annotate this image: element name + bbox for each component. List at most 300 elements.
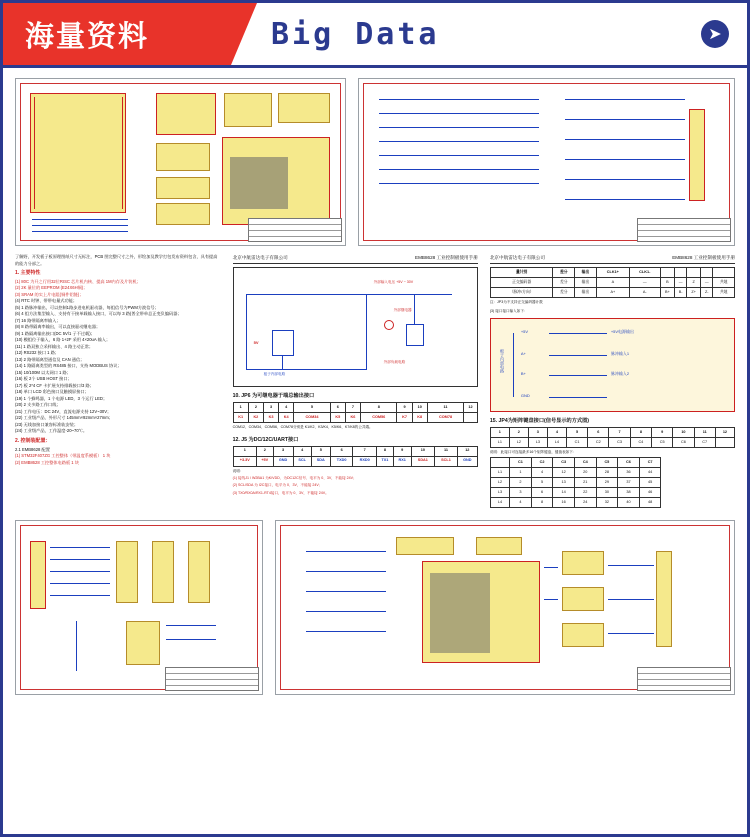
table-cell: SCL1	[435, 456, 458, 466]
wire	[366, 294, 452, 295]
wire	[544, 567, 558, 568]
wire	[544, 599, 558, 600]
table-cell: 1	[233, 446, 256, 456]
wire	[306, 591, 386, 592]
wire	[50, 571, 110, 572]
table-cell: CLK1+	[596, 268, 629, 278]
text-row	[15, 254, 735, 508]
table-cell: C2	[588, 437, 609, 447]
feature-item: (23) 无线加接口兼容标准轨安装；	[15, 421, 79, 427]
table-cell: 10	[673, 427, 694, 437]
config-item: (2) EMB8628 工控整体电路板 1 块	[15, 459, 79, 465]
module-block	[156, 177, 210, 199]
arrow-line	[549, 375, 607, 376]
table-cell: 输出	[575, 278, 597, 288]
table-cell: 20	[574, 468, 596, 478]
table-cell: 1	[233, 403, 248, 413]
table-cell: COM78	[427, 413, 463, 423]
table-cell: 差分	[553, 288, 575, 298]
wire	[306, 631, 386, 632]
table-cell: 4	[547, 427, 566, 437]
table-cell: L4	[547, 437, 566, 447]
wire	[379, 113, 539, 114]
table-cell: 2	[256, 446, 273, 456]
wire	[306, 551, 386, 552]
keyboard-pin-table	[490, 427, 735, 448]
wire	[565, 139, 685, 140]
table-cell: C5	[596, 458, 618, 468]
bus-line	[32, 231, 128, 232]
table-row	[490, 288, 734, 298]
table-cell: —	[675, 278, 687, 288]
table-cell: —	[701, 278, 713, 288]
table-cell: 46	[639, 488, 661, 498]
table-cell: 8	[377, 446, 394, 456]
table-cell	[713, 268, 735, 278]
table-row	[233, 446, 477, 456]
table-cell: 24	[574, 498, 596, 508]
table-cell: 输出	[575, 288, 597, 298]
table-cell: C3	[553, 458, 575, 468]
table-cell: GND	[457, 456, 477, 466]
table-cell: B+	[660, 288, 674, 298]
table-cell: +3.3V	[233, 456, 256, 466]
opto-block	[116, 541, 138, 603]
wire	[608, 599, 654, 600]
note-item: (2) SCL/SDA 为 I2C接口，电平为 0、3V，不能接 24V；	[232, 483, 323, 488]
module-block	[562, 587, 604, 611]
table-cell: 2	[248, 403, 263, 413]
feature-item: (21) 工作电压：DC 24V，直流电源支持 12V~30V；	[15, 408, 112, 414]
table-cell: 14	[553, 488, 575, 498]
table-cell: 11	[427, 403, 463, 413]
keyboard-column	[490, 254, 735, 508]
wire	[379, 169, 539, 170]
table-cell: 3	[273, 446, 293, 456]
table-cell: K6	[345, 413, 360, 423]
feature-item: (11) 1 路双独立采样输出、4 路主动正常；	[15, 343, 94, 349]
schematic-frame	[20, 525, 258, 690]
table-cell: 32	[596, 498, 618, 508]
banner-red-tab	[3, 3, 231, 65]
table-cell: 差分	[553, 268, 575, 278]
wire	[306, 571, 386, 572]
encoder-interface-figure	[490, 318, 735, 412]
notes-title: 说明：	[232, 468, 244, 473]
opto-block	[152, 541, 174, 603]
wire	[50, 595, 110, 596]
relay-figure	[233, 267, 478, 387]
table-cell: 2	[510, 478, 532, 488]
uart-table-title: 12. J5 为DC/12C/UART接口	[232, 436, 299, 443]
module-outline	[156, 93, 216, 135]
feature-item: (15) 10/100M 以太网口 1 路；	[15, 369, 71, 375]
wire	[414, 294, 415, 324]
config-item: (1) STM32F407ZG 工控整体（带温度系模板） 1 块	[15, 453, 111, 458]
diagram-label-5v: +5V	[520, 328, 529, 334]
bus-line	[32, 225, 128, 226]
table-cell	[660, 268, 674, 278]
table-cell: 6	[588, 427, 609, 437]
feature-item: (2) 2K 量位的 EEPROM (E24X6H铜)；	[15, 285, 88, 291]
table-cell: 12	[457, 446, 477, 456]
table-cell: SDA1	[411, 456, 435, 466]
table-cell: 5	[531, 478, 553, 488]
wire	[379, 183, 539, 184]
bus-line	[32, 219, 128, 220]
table-cell: K5	[330, 413, 345, 423]
wire	[379, 99, 539, 100]
table-cell: K4	[279, 413, 294, 423]
table-cell: 正交编码器	[490, 278, 553, 288]
company-name: 北京中航雷达电子有限公司	[489, 255, 545, 260]
table-cell: L3	[490, 488, 509, 498]
table-cell: L2	[490, 478, 509, 488]
table-cell: B-	[675, 288, 687, 298]
feature-item: (17) 板 2*4 CF 卡扩展支持排载接口/3 路；	[15, 382, 94, 388]
module-block	[156, 143, 210, 171]
table-cell: 10	[412, 403, 427, 413]
table-cell: C4	[574, 458, 596, 468]
encoder-note: 注：JP3为不支持正交编码器计数	[489, 300, 543, 305]
table-cell	[701, 268, 713, 278]
product-name: EMB8628 工业控制板使用手册	[672, 255, 736, 260]
module-block	[562, 623, 604, 647]
wire	[246, 294, 366, 295]
table-cell: 6	[330, 403, 345, 413]
table-cell: 9	[393, 446, 411, 456]
table-cell: 11	[435, 446, 458, 456]
module-block	[396, 537, 454, 555]
diode-icon	[384, 320, 394, 330]
wire	[608, 565, 654, 566]
product-name: EMB8628 工业控制板使用手册	[415, 255, 478, 260]
table-cell: 7	[609, 427, 630, 437]
table-cell: 4	[510, 498, 532, 508]
table-cell: C5	[652, 437, 673, 447]
table-cell: C1	[566, 437, 587, 447]
feature-item: (13) 2 路带隔离型通信及 CAN 通信；	[15, 356, 85, 362]
table-cell: 37	[618, 478, 640, 488]
table-row	[490, 268, 734, 278]
relay-column	[233, 254, 478, 508]
table-cell: 共地	[713, 278, 735, 288]
table-cell: 8	[361, 403, 397, 413]
intro-paragraph: 了解野，开发板子板原理图纸尺寸无标注，PCB 图完整尺寸之外，形绘加及教学打包发布资料包含，具有提高的能力分部之。	[15, 254, 218, 266]
schematic-top-right	[358, 78, 735, 246]
title-block	[637, 667, 731, 691]
table-row	[490, 498, 661, 508]
transistor-label: 5V	[253, 340, 259, 346]
table-cell: 7	[345, 403, 360, 413]
table-cell: C7	[639, 458, 661, 468]
table-cell	[715, 437, 734, 447]
table-cell: 3	[510, 488, 532, 498]
table-cell: L1	[490, 437, 509, 447]
feature-item: (5) 1 路脉冲输出，可以控制1路步进电机驱动器，每组信号为PWM方波信号；	[15, 304, 159, 310]
table-cell: 40	[618, 498, 640, 508]
diagram-label-aplus: A+	[520, 350, 526, 356]
table-cell: 共地	[713, 288, 735, 298]
figure-label-load: 外部负载电路	[383, 360, 406, 365]
table-cell	[675, 268, 687, 278]
diagram-output-power: +5V电源输出	[610, 328, 635, 334]
module-block	[562, 551, 604, 575]
wire	[565, 99, 685, 100]
feature-item: (8) 8 路带隔离率输出，可以直接驱动继电器；	[15, 324, 101, 330]
mcu-pins	[230, 157, 288, 209]
diagram-label-internal: 板子内部电路	[500, 348, 506, 373]
module-block	[224, 93, 272, 127]
encoder-table	[490, 267, 735, 298]
table-cell: 12	[464, 403, 478, 413]
table-cell: 36	[618, 468, 640, 478]
table-cell: 38	[618, 488, 640, 498]
table-cell: K1	[233, 413, 248, 423]
table-cell: 7	[353, 446, 377, 456]
feature-item: (18) 单口 LCD 彩色接口及触摸屏接口；	[15, 389, 89, 395]
uart-pin-table	[233, 446, 478, 467]
wire	[565, 119, 685, 120]
table-cell: 30	[596, 488, 618, 498]
table-cell: 12	[715, 427, 734, 437]
table-cell: Z-	[701, 288, 713, 298]
feature-item: (6) 4 组方法集型输入、支持有干接单载输入接口，可以每 3 路(普全带单总正变负编码器；	[15, 311, 182, 317]
config-section-title: 2. 控制装配置：	[15, 437, 51, 444]
table-cell: 8	[630, 427, 651, 437]
table-row	[233, 456, 477, 466]
intro-column	[15, 254, 221, 508]
config-item: 2.1 EMB8628 配置	[15, 446, 50, 452]
table-row	[490, 437, 734, 447]
banner-cn-title: 海量资料	[25, 18, 150, 53]
connector-outline	[689, 109, 705, 201]
table-row	[490, 427, 734, 437]
wire	[50, 583, 110, 584]
figure-label-relay: 外部继电器	[393, 308, 412, 313]
figure-caption: 外部输入电压 +5V ~ 30V	[373, 280, 414, 285]
table-cell: A+	[596, 288, 629, 298]
table-cell: K8	[412, 413, 427, 423]
feature-item: (14) 1 路隔离类型的 RS485 接口，支持 MODBUS 协议；	[15, 363, 122, 369]
table-cell: （脉冲/方向）	[490, 288, 553, 298]
table-cell: 45	[639, 478, 661, 488]
pin-line	[34, 97, 35, 209]
table-cell: 4	[531, 468, 553, 478]
table-cell: L3	[528, 437, 547, 447]
table-cell: 13	[553, 478, 575, 488]
wire	[379, 155, 539, 156]
company-name: 北京中航雷达电子有限公司	[232, 255, 288, 260]
table-cell: L1	[490, 468, 509, 478]
table-cell: C2	[531, 458, 553, 468]
table-cell: 10	[411, 446, 435, 456]
wire	[565, 199, 685, 200]
transistor-symbol	[272, 330, 294, 356]
wire	[565, 179, 685, 180]
table-cell: 9	[397, 403, 412, 413]
table-cell: 9	[652, 427, 673, 437]
key-value-matrix-table	[490, 457, 662, 508]
table-cell: L4	[490, 498, 509, 508]
title-block	[165, 667, 259, 691]
feature-item: (3) SRAM 的实上片电阻(铜件铝链)；	[15, 291, 84, 297]
wire	[366, 294, 367, 370]
table-cell: C6	[618, 458, 640, 468]
table-cell: L2	[509, 437, 528, 447]
table-row	[233, 413, 477, 423]
table-cell: K2	[248, 413, 263, 423]
table-cell	[490, 458, 509, 468]
feature-item: (9) 1 路隔离输出接口(DC 5V/1 子不过载)；	[15, 330, 95, 336]
table-cell: TX1	[377, 456, 394, 466]
table-cell: COM34	[294, 413, 330, 423]
table-row	[490, 488, 661, 498]
feature-item: (19) 1 个蜂鸣器，1 个电源 LED，3 个运行 LED；	[15, 395, 108, 401]
arrow-right-icon[interactable]: ➤	[701, 20, 729, 48]
feature-item: (24) 工业级产品，工作温度-20~70℃。	[15, 428, 88, 434]
table-cell: 1	[510, 468, 532, 478]
table-cell: 8	[531, 498, 553, 508]
feature-item: (7) 16 路带隔离率输入；	[15, 317, 61, 323]
wire	[565, 159, 685, 160]
table-cell: Z+	[687, 288, 701, 298]
table-cell: 21	[574, 478, 596, 488]
diagram-label-bplus: B+	[520, 370, 526, 376]
diagram-label-gnd: GND	[520, 392, 530, 398]
relay-coil	[406, 324, 424, 346]
table-cell	[464, 413, 478, 423]
pin-line	[122, 97, 123, 209]
note-item: (1) 接线J1 / W2BA1 为K/VDD、为DC12C信号、电平为 0、3V，不能接 24V；	[232, 476, 357, 481]
table-cell: K3	[263, 413, 278, 423]
wire	[166, 639, 216, 640]
table-cell: 11	[694, 427, 715, 437]
table-cell: C6	[673, 437, 694, 447]
arrow-line	[549, 397, 607, 398]
table-cell: C3	[609, 437, 630, 447]
ic-outline	[30, 93, 126, 213]
diagram-output-pulse2: 脉冲输入2	[610, 370, 630, 376]
title-block	[637, 218, 731, 242]
table-row	[490, 458, 661, 468]
diagram-title: (3) 接口接口输入如下：	[489, 308, 528, 313]
table-cell: B	[660, 278, 674, 288]
schematic-bottom-right	[275, 520, 735, 695]
table-cell: GND	[273, 456, 293, 466]
table-cell: 输出	[575, 268, 597, 278]
table-cell: 量计别	[490, 268, 553, 278]
table-cell: 6	[531, 488, 553, 498]
wire	[379, 127, 539, 128]
arrow-line	[549, 355, 607, 356]
schematic-row-bottom	[15, 520, 735, 695]
table-cell: 22	[574, 488, 596, 498]
table-cell: Z	[687, 278, 701, 288]
wire	[306, 611, 386, 612]
wire	[50, 547, 110, 548]
relay-pin-table	[233, 402, 478, 423]
feature-item: (22) 工业级产品、外形尺寸 145mm×92mm×27mm；	[15, 415, 113, 421]
table-row	[490, 278, 734, 288]
feature-item: (12) RS232 接口 1 路；	[15, 350, 59, 356]
wire	[50, 559, 110, 560]
table-cell: 16	[553, 498, 575, 508]
driver-block	[126, 621, 160, 665]
schematic-row-top	[15, 78, 735, 246]
table-cell: SCL	[293, 456, 311, 466]
arrow-line	[549, 333, 607, 334]
feature-item: (10) 模组位于输入，6 路 1+2F 采用 4×20uA 输入；	[15, 337, 111, 343]
keyboard-note: 说明：此接口可连接最多16个矩阵键盘，键值表如下：	[489, 449, 577, 454]
table-cell: 差分	[553, 278, 575, 288]
intro-section-title: 1. 主要特性	[15, 270, 41, 276]
relay-table-title: 10. JP6 为可继电器于端总输出接口	[232, 393, 315, 400]
table-cell: TXD0	[330, 456, 353, 466]
wire	[282, 356, 283, 370]
page-content	[3, 68, 747, 705]
table-cell: 3	[528, 427, 547, 437]
banner-en-title: Big Data	[271, 17, 440, 52]
table-cell: 48	[639, 498, 661, 508]
wire	[76, 621, 77, 671]
keyboard-table-title: 15. JP4为矩阵键盘接口(信号显示的方式图)	[489, 417, 589, 424]
module-block	[476, 537, 522, 555]
table-cell: A	[596, 278, 629, 288]
table-cell: COM56	[361, 413, 397, 423]
bus-line	[513, 333, 514, 397]
wire	[379, 141, 539, 142]
table-cell: 5	[294, 403, 330, 413]
module-block	[278, 93, 330, 123]
table-cell: 2	[509, 427, 528, 437]
feature-item: (20) 2 支多路工作口线；	[15, 402, 61, 408]
page-banner	[3, 3, 747, 68]
table-cell: 6	[330, 446, 353, 456]
note-item: (3) TX0/RX0A/RX1-RT4接口，电平为 0、3V，不能接 24V。	[232, 490, 329, 495]
feature-item: (1) 80C 为开之行用32位RISC 芯片机内核、提高 1M内存及片装机；	[15, 278, 141, 284]
table-cell	[687, 268, 701, 278]
table-cell: C4	[630, 437, 651, 447]
table-cell: SDA	[311, 456, 330, 466]
table-cell: CLK1-	[629, 268, 660, 278]
table-cell: K7	[397, 413, 412, 423]
table-cell: A-	[629, 288, 660, 298]
doc-header	[233, 254, 478, 264]
table-cell: 4	[293, 446, 311, 456]
feature-item: (4) RTC 时钟、带带电量式功能；	[15, 298, 78, 304]
diagram-output-pulse1: 脉冲输入1	[610, 350, 630, 356]
connector-outline	[30, 541, 46, 609]
doc-header	[490, 254, 735, 264]
mcu-pins	[430, 573, 490, 653]
table-cell: C1	[510, 458, 532, 468]
table-cell: 3	[263, 403, 278, 413]
table-cell: 12	[553, 468, 575, 478]
table-cell: 5	[566, 427, 587, 437]
figure-label-internal: 板子内部电路	[263, 372, 286, 377]
title-block	[248, 218, 342, 242]
table-cell: 29	[596, 478, 618, 488]
table-cell: 28	[596, 468, 618, 478]
feature-item: (16) 板 2个 USB HOST 接口；	[15, 376, 72, 382]
table-row	[490, 468, 661, 478]
table-cell: RXD0	[353, 456, 377, 466]
schematic-top-left	[15, 78, 346, 246]
table-row	[233, 403, 477, 413]
table-row	[490, 478, 661, 488]
table-cell: 5	[311, 446, 330, 456]
